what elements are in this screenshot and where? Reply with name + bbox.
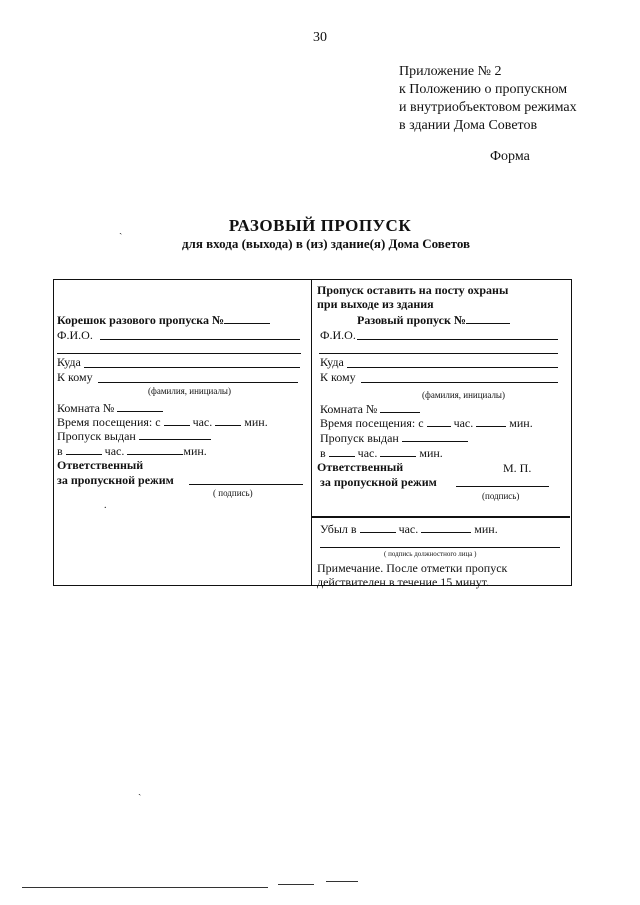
scan-mark: . — [104, 500, 107, 511]
form-label: Форма — [490, 149, 530, 164]
footer-rule — [22, 887, 268, 888]
appendix-line: в здании Дома Советов — [399, 118, 538, 133]
stub-issued-minute-field[interactable] — [127, 443, 183, 455]
pass-kuda-field[interactable] — [347, 367, 558, 368]
pass-issued-time-row: в час. мин. — [320, 446, 443, 460]
stub-visit-row: Время посещения: с час. мин. — [57, 415, 268, 429]
pass-departed-hour-field[interactable] — [360, 521, 396, 533]
footer-rule — [326, 881, 358, 882]
document-title: РАЗОВЫЙ ПРОПУСК — [228, 216, 412, 235]
form-divider — [311, 279, 312, 586]
appendix-block — [399, 63, 577, 135]
stub-heading: Корешок разового пропуска № — [57, 312, 270, 327]
stub-name-caption: (фамилия, инициалы) — [148, 386, 231, 396]
pass-official-caption: ( подпись должностного лица ) — [384, 550, 477, 558]
stub-room-field[interactable] — [117, 400, 163, 412]
pass-kuda-label: Куда — [320, 355, 344, 369]
stub-fio-label: Ф.И.О. — [57, 328, 93, 342]
page-number: 30 — [313, 30, 327, 45]
scan-mark: ˏ — [119, 224, 123, 235]
appendix-line: к Положению о пропускном — [399, 82, 568, 97]
pass-fio-label: Ф.И.О. — [320, 328, 356, 342]
stub-hour-field[interactable] — [164, 414, 190, 426]
stub-room-row: Комната № — [57, 400, 163, 415]
pass-note-line: при выходе из здания — [317, 297, 434, 311]
pass-minute-field[interactable] — [476, 415, 506, 427]
pass-hour-field[interactable] — [427, 415, 451, 427]
pass-section-divider — [312, 516, 570, 518]
stub-number-field[interactable] — [224, 312, 270, 324]
document-subtitle: для входа (выхода) в (из) здание(я) Дома Советов — [181, 236, 471, 251]
footer-rule — [278, 884, 314, 885]
pass-fio-field-line2[interactable] — [319, 353, 558, 354]
pass-note-line: Пропуск оставить на посту охраны — [317, 283, 509, 297]
appendix-line: и внутриобъектовом режимах — [399, 100, 577, 115]
pass-note-text: действителен в течение 15 минут. — [317, 575, 490, 589]
pass-issued-minute-field[interactable] — [380, 445, 416, 457]
stub-issued-time-row: в час. мин. — [57, 444, 207, 458]
pass-departed-row: Убыл в час. мин. — [320, 522, 498, 536]
stub-kuda-field[interactable] — [84, 367, 300, 368]
pass-signature-field[interactable] — [456, 486, 549, 487]
pass-visit-row: Время посещения: с час. мин. — [320, 416, 533, 430]
stub-kuda-label: Куда — [57, 355, 81, 369]
pass-official-signature-field[interactable] — [320, 547, 560, 548]
stub-issued-row: Пропуск выдан — [57, 428, 211, 443]
stub-regime-label: за пропускной режим — [57, 473, 174, 487]
scan-mark: ˏ — [138, 785, 142, 796]
stub-signature-caption: ( подпись) — [213, 488, 253, 498]
pass-heading: Разовый пропуск № — [357, 312, 510, 327]
pass-regime-label: за пропускной режим — [320, 475, 437, 489]
pass-room-field[interactable] — [380, 401, 420, 413]
stub-komu-label: К кому — [57, 370, 93, 384]
pass-issued-hour-field[interactable] — [329, 445, 355, 457]
stub-issued-hour-field[interactable] — [66, 443, 102, 455]
pass-note-text: Примечание. После отметки пропуск — [317, 561, 508, 575]
pass-komu-label: К кому — [320, 370, 356, 384]
stub-fio-field-line2[interactable] — [57, 353, 301, 354]
stub-responsible-label: Ответственный — [57, 458, 144, 472]
pass-komu-field[interactable] — [361, 382, 558, 383]
stub-komu-field[interactable] — [98, 382, 298, 383]
pass-signature-caption: (подпись) — [482, 491, 520, 501]
stub-fio-field[interactable] — [100, 339, 300, 340]
pass-fio-field[interactable] — [357, 339, 558, 340]
pass-number-field[interactable] — [466, 312, 510, 324]
pass-room-row: Комната № — [320, 401, 420, 416]
pass-issued-row: Пропуск выдан — [320, 430, 468, 445]
appendix-line: Приложение № 2 — [399, 64, 502, 79]
stub-fio-row — [57, 328, 93, 342]
stub-signature-field[interactable] — [189, 484, 303, 485]
pass-issued-field[interactable] — [402, 430, 468, 442]
pass-responsible-label: Ответственный — [317, 460, 404, 474]
pass-seal-label: М. П. — [503, 461, 532, 475]
pass-departed-minute-field[interactable] — [421, 521, 471, 533]
stub-minute-field[interactable] — [215, 414, 241, 426]
pass-name-caption: (фамилия, инициалы) — [422, 390, 505, 400]
stub-issued-field[interactable] — [139, 428, 211, 440]
